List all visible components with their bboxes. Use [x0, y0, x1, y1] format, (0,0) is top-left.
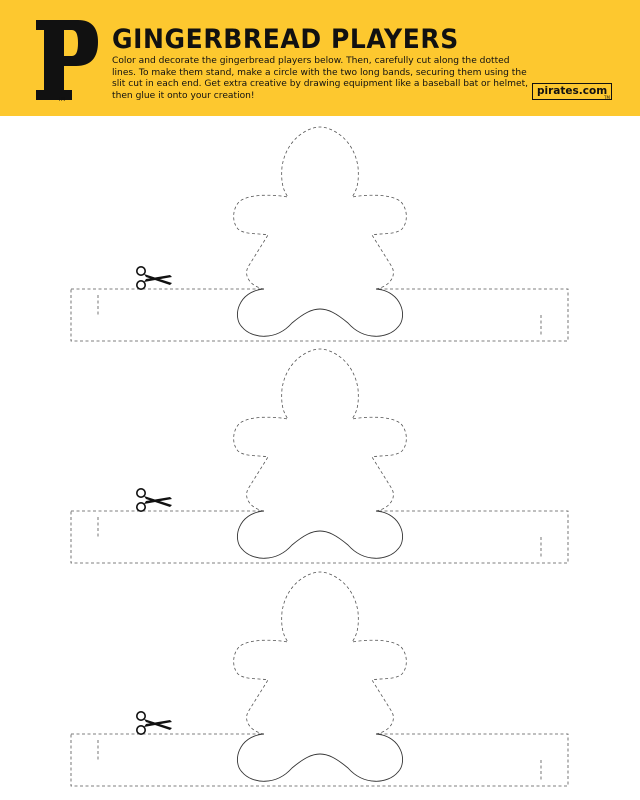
- website-trademark: TM: [604, 95, 610, 100]
- header-banner: [0, 0, 640, 116]
- gingerbread-player-3: [71, 572, 568, 786]
- website-badge[interactable]: pirates.com: [532, 83, 612, 100]
- gingerbread-player-2: [71, 349, 568, 563]
- cutout-sheet: [0, 116, 640, 800]
- logo-trademark: TM: [58, 97, 66, 103]
- page-title: GINGERBREAD PLAYERS: [112, 24, 459, 55]
- gingerbread-player-1: [71, 127, 568, 341]
- pirates-p-logo-icon: [34, 18, 100, 102]
- instructions-text: Color and decorate the gingerbread players below. Then, carefully cut along the dotted lines. To make them stand, make a circle with the two long bands, securing them using the slit cut in each end. Get extra creative by drawing equipment like a baseball bat or helmet, then glue it onto your creation!: [112, 56, 529, 101]
